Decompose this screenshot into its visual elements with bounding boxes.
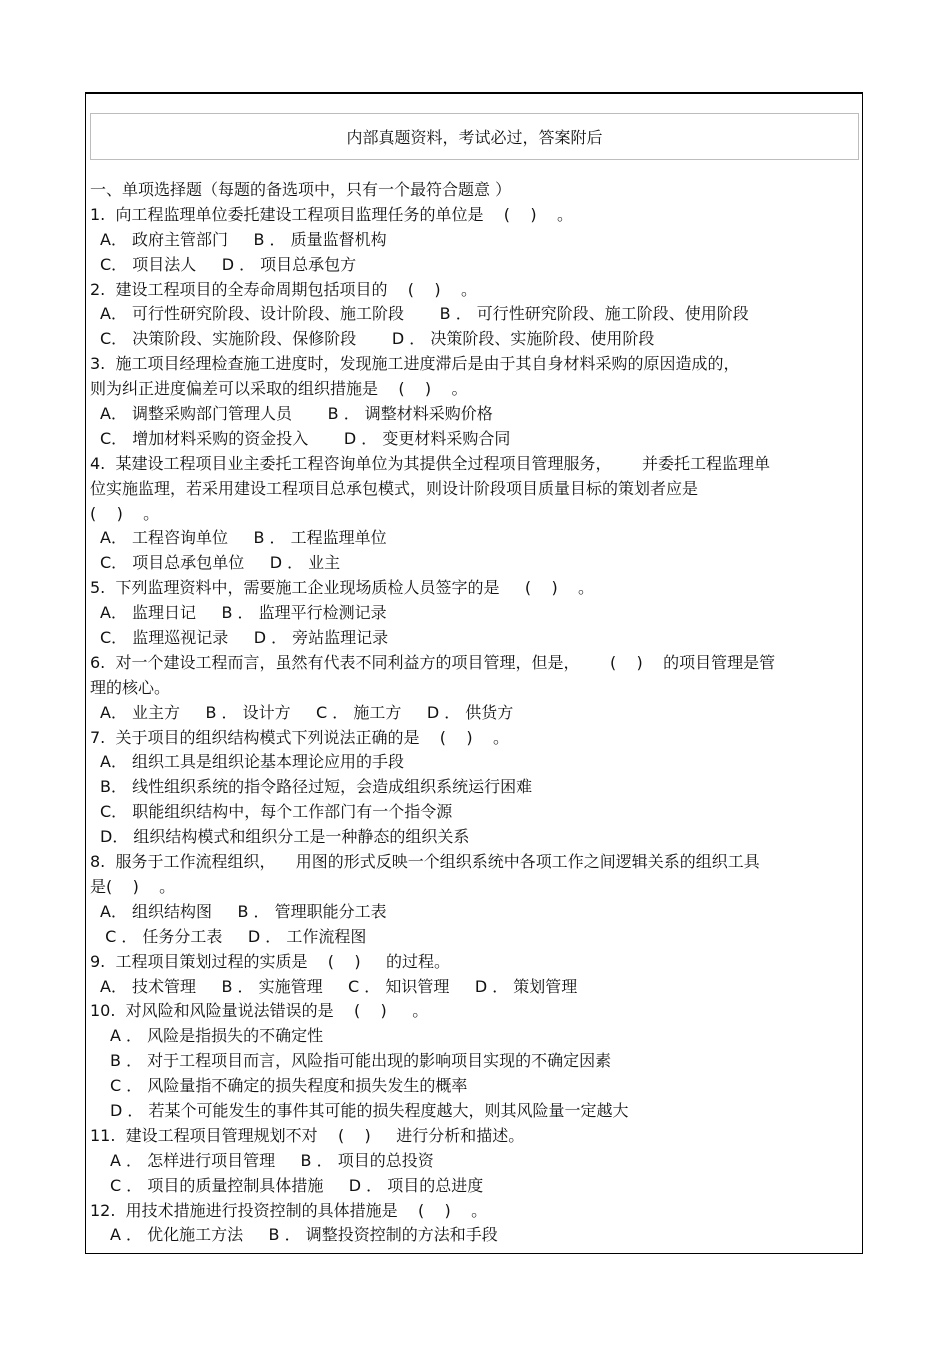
question-12-stem: 12. 用技术措施进行投资控制的具体措施是 ( ) 。 [90,1200,488,1220]
question-7-option-row: D． 组织结构模式和组织分工是一种静态的组织关系 [100,827,470,847]
question-3-option-row: A． 调整采购部门管理人员 B ． 调整材料采购价格 [100,404,493,424]
question-2-option-row: C． 决策阶段、实施阶段、保修阶段 D ． 决策阶段、实施阶段、使用阶段 [100,329,655,349]
question-4-stem: 位实施监理，若采用建设工程项目总承包模式，则设计阶段项目质量目标的策划者应是 [90,478,699,498]
question-5-stem: 5. 下列监理资料中，需要施工企业现场质检人员签字的是 ( ) 。 [90,578,595,598]
question-3-stem: 3. 施工项目经理检查施工进度时，发现施工进度滞后是由于其自身材料采购的原因造成的， [90,354,740,374]
question-3-option-row: C． 增加材料采购的资金投入 D ． 变更材料采购合同 [100,428,511,448]
question-10-stem: 10. 对风险和风险量说法错误的是 ( ) 。 [90,1001,429,1021]
question-11-option-row: A ． 怎样进行项目管理 B ． 项目的总投资 [110,1150,434,1170]
question-11-option-row: C ． 项目的质量控制具体措施 D ． 项目的总进度 [110,1175,484,1195]
question-3-stem: 则为纠正进度偏差可以采取的组织措施是 ( ) 。 [90,379,468,399]
question-10-option-row: D ． 若某个可能发生的事件其可能的损失程度越大，则其风险量一定越大 [110,1100,629,1120]
question-1-option-row: A． 政府主管部门 B ． 质量监督机构 [100,229,387,249]
question-8-option-row: C ． 任务分工表 D ． 工作流程图 [100,926,367,946]
question-9-stem: 9. 工程项目策划过程的实质是 ( ) 的过程。 [90,951,451,971]
question-4-stem: ( ) 。 [90,503,160,523]
question-4-option-row: C． 项目总承包单位 D ． 业主 [100,553,341,573]
question-7-option-row: A． 组织工具是组织论基本理论应用的手段 [100,752,405,772]
question-11-stem: 11. 建设工程项目管理规划不对 ( ) 进行分析和描述。 [90,1125,525,1145]
header-box [90,113,859,160]
question-1-stem: 1. 向工程监理单位委托建设工程项目监理任务的单位是 ( ) 。 [90,204,573,224]
question-9-option-row: A． 技术管理 B ． 实施管理 C ． 知识管理 D ． 策划管理 [100,976,578,996]
question-7-stem: 7. 关于项目的组织结构模式下列说法正确的是 ( ) 。 [90,727,509,747]
header-title: 内部真题资料，考试必过，答案附后 [346,128,603,147]
question-4-option-row: A． 工程咨询单位 B ． 工程监理单位 [100,528,387,548]
question-4-stem: 4. 某建设工程项目业主委托工程咨询单位为其提供全过程项目管理服务， 并委托工程监理单 [90,453,770,473]
question-8-stem: 8. 服务于工作流程组织， 用图的形式反映一个组织系统中各项工作之间逻辑关系的组织工具 [90,852,760,872]
question-12-option-row: A ． 优化施工方法 B ． 调整投资控制的方法和手段 [110,1225,498,1245]
question-10-option-row: C ． 风险量指不确定的损失程度和损失发生的概率 [110,1076,468,1096]
question-10-option-row: A ． 风险是指损失的不确定性 [110,1026,324,1046]
question-5-option-row: C． 监理巡视记录 D ． 旁站监理记录 [100,628,389,648]
question-8-option-row: A． 组织结构图 B ． 管理职能分工表 [100,901,387,921]
question-10-option-row: B ． 对于工程项目而言，风险指可能出现的影响项目实现的不确定因素 [110,1051,612,1071]
question-7-option-row: C． 职能组织结构中，每个工作部门有一个指令源 [100,802,453,822]
question-6-stem: 理的核心。 [90,677,171,697]
question-1-option-row: C． 项目法人 D ． 项目总承包方 [100,254,357,274]
section-title: 一、单项选择题（每题的备选项中，只有一个最符合题意 ） [90,180,512,199]
question-2-option-row: A． 可行性研究阶段、设计阶段、施工阶段 B ． 可行性研究阶段、施工阶段、使用阶段 [100,304,749,324]
question-5-option-row: A． 监理日记 B ． 监理平行检测记录 [100,603,387,623]
question-6-option-row: A． 业主方 B ． 设计方 C ． 施工方 D ． 供货方 [100,702,514,722]
question-6-stem: 6. 对一个建设工程而言，虽然有代表不同利益方的项目管理，但是， ( ) 的项目管理是管 [90,652,776,672]
question-8-stem: 是( ) 。 [90,876,176,896]
question-2-stem: 2. 建设工程项目的全寿命周期包括项目的 ( ) 。 [90,279,477,299]
question-list [90,178,855,1248]
question-7-option-row: B． 线性组织系统的指令路径过短，会造成组织系统运行困难 [100,777,533,797]
